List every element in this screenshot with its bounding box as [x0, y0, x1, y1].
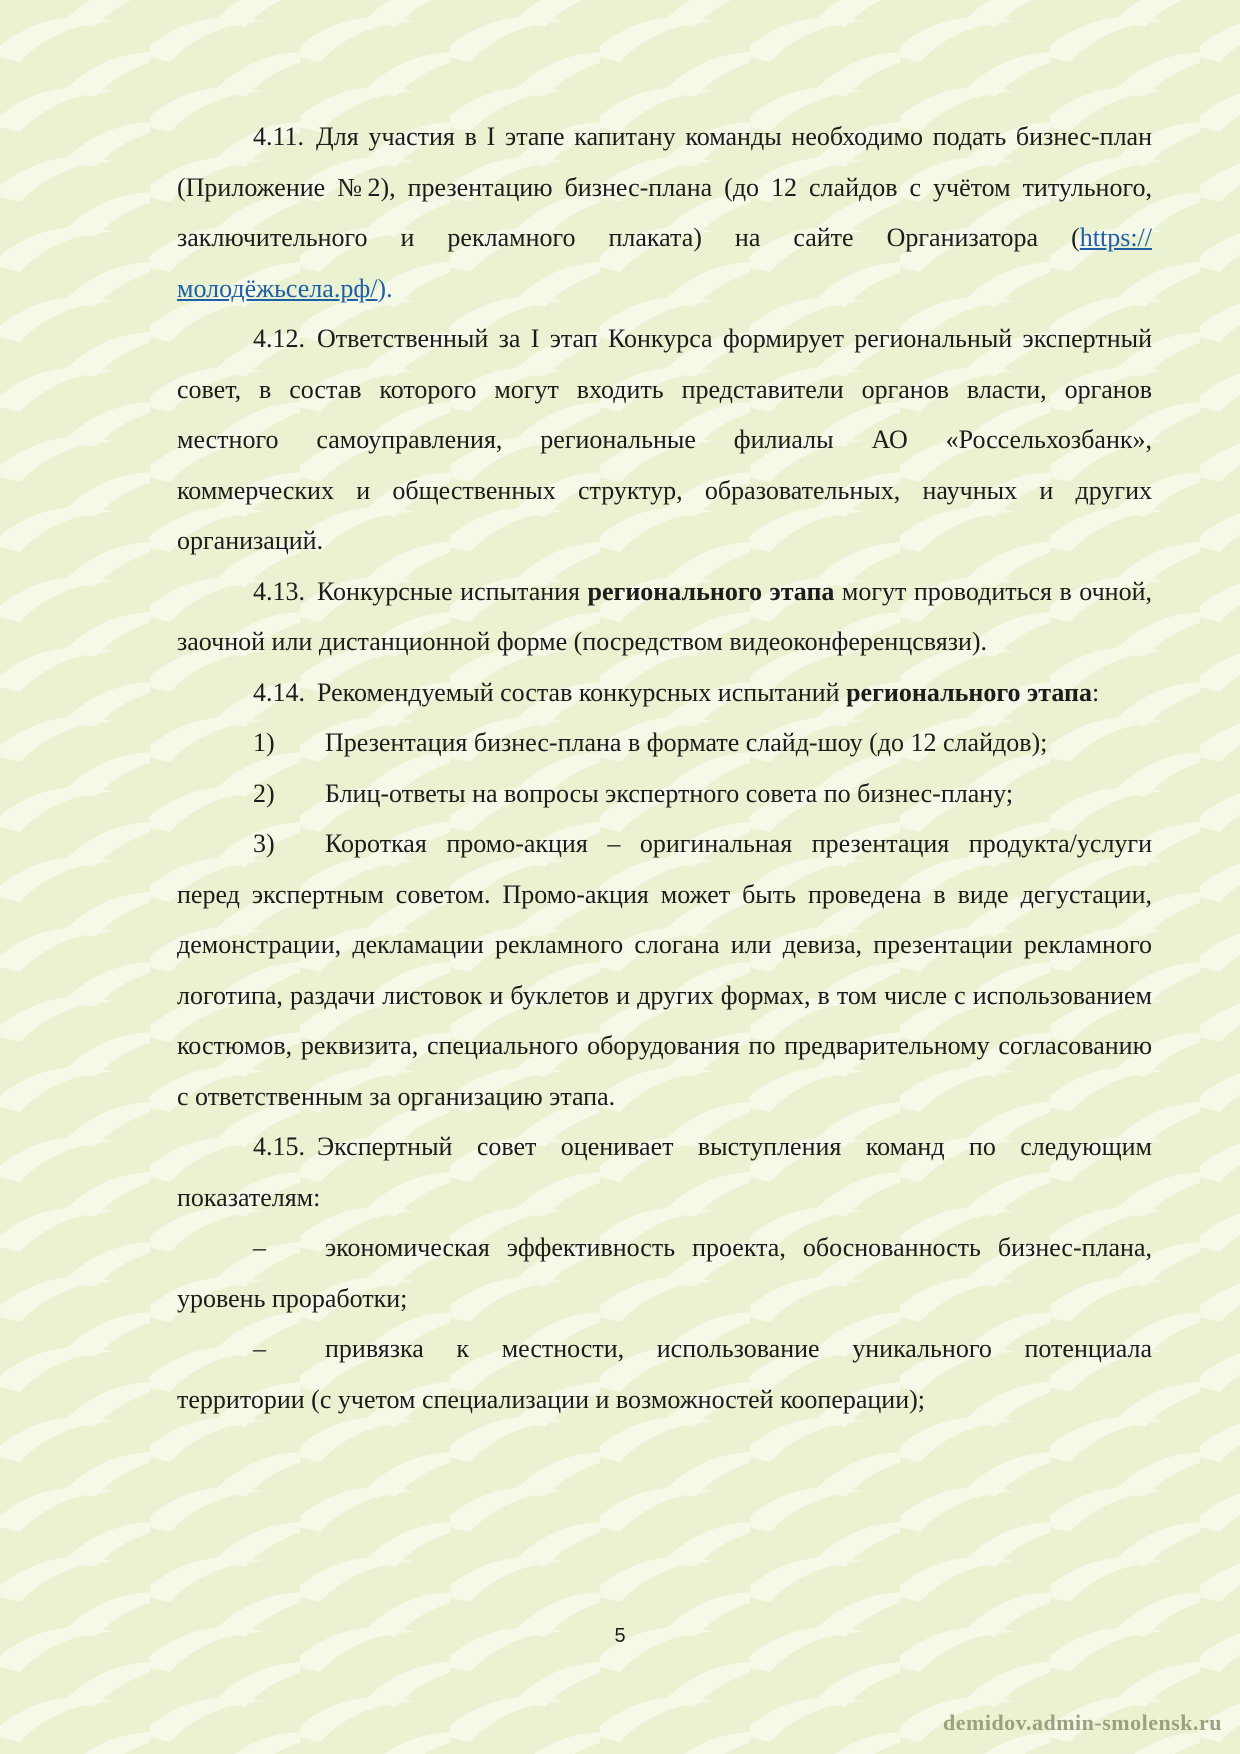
list-item-text: экономическая эффективность проекта, обоснованность бизнес-плана, уровень проработки; [177, 1233, 1152, 1313]
paragraph-number: 4.11. [253, 122, 305, 151]
paragraph-text: Ответственный за I этап Конкурса формирует региональный экспертный совет, в состав которого могут входить представители органов власти, органов местного самоуправления, региональные филиалы АО «Россельхозбанк», коммерческих и общественных структур, образовательных, научных и других организаций. [177, 324, 1152, 555]
paragraph-bold-text: регионального этапа [587, 576, 835, 606]
paragraph-number: 4.14. [253, 677, 305, 707]
list-item-text: Короткая промо-акция – оригинальная презентация продукта/услуги перед экспертным советом. Промо-акция может быть проведена в виде дегустации, демонстрации, декламации рекламного слогана или девиза, презентации рекламного логотипа, раздачи листовок и буклетов и других формах, в том числе с использованием костюмов, реквизита, специального оборудования по предварительному согласованию с ответственным за организацию этапа. [177, 829, 1152, 1111]
paragraph-4-11 [177, 112, 1152, 314]
paragraph-text: Конкурсные испытания [317, 576, 588, 606]
paragraph-text-end: могут проводиться в очной, заочной или дистанционной форме (посредством видеоконференцсвязи). [177, 576, 1152, 656]
page-number: 5 [614, 1625, 626, 1647]
list-marker: 2) [253, 778, 275, 808]
paragraph-4-13 [177, 567, 1152, 668]
list-item [177, 1324, 1152, 1425]
list-item-text: Презентация бизнес-плана в формате слайд-шоу (до 12 слайдов); [325, 728, 1048, 757]
paragraph-4-14 [177, 668, 1152, 719]
paragraph-4-15 [177, 1122, 1152, 1223]
list-item [177, 1223, 1152, 1324]
list-item-text: привязка к местности, использование уникального потенциала территории (с учетом специализации и возможностей кооперации); [177, 1334, 1152, 1414]
list-marker: 3) [253, 829, 275, 858]
list-item-text: Блиц-ответы на вопросы экспертного совета по бизнес-плану; [325, 778, 1014, 808]
paragraph-text: Для участия в I этапе капитану команды необходимо подать бизнес-план (Приложение №2), презентацию бизнес-плана (до 12 слайдов с учётом титульного, заключительного и рекламного плаката) на сайте Организатора ( [177, 122, 1152, 252]
organizer-site-link[interactable]: https://молодёжьсела.рф/ [177, 223, 1152, 303]
list-marker: – [253, 1334, 266, 1363]
paragraph-bold-text: регионального этапа [846, 677, 1093, 707]
paragraph-number: 4.15. [253, 1132, 305, 1161]
list-marker: – [253, 1233, 266, 1262]
paragraph-text: Рекомендуемый состав конкурсных испытаний [317, 677, 847, 707]
list-marker: 1) [253, 728, 275, 757]
paragraph-number: 4.12. [253, 324, 305, 353]
list-item [177, 769, 1152, 820]
list-item [177, 819, 1152, 1122]
paragraph-4-12 [177, 314, 1152, 567]
list-item [177, 718, 1152, 769]
paragraph-text-end: ). [377, 273, 393, 303]
document-body [177, 112, 1152, 1425]
paragraph-text-end: : [1092, 677, 1100, 707]
paragraph-text: Экспертный совет оценивает выступления команд по следующим показателям: [177, 1132, 1152, 1212]
site-watermark: demidov.admin-smolensk.ru [943, 1710, 1222, 1735]
paragraph-number: 4.13. [253, 576, 305, 606]
